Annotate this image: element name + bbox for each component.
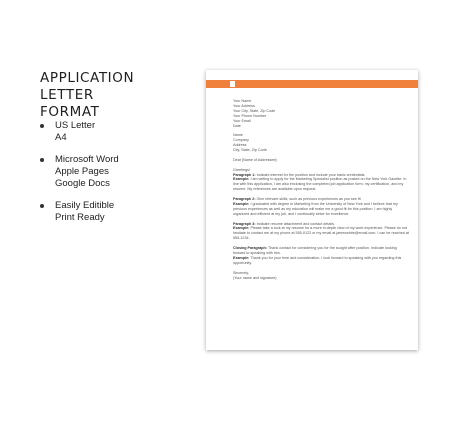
sender-name: Your Name [233, 99, 252, 103]
paragraph-1-label: Paragraph 1: [233, 172, 256, 177]
bullet-icon [40, 158, 44, 162]
sender-city: Your City, State, Zip Code [233, 108, 276, 113]
signoff: Sincerely, [233, 270, 249, 275]
feature-line: Apple Pages [55, 166, 109, 177]
recipient-address: Address [233, 143, 247, 148]
paragraph-3-text: Indicate resume attachment and contact details. [256, 221, 335, 226]
greetings: Greetings! [233, 167, 251, 172]
example-label: Example: [233, 255, 250, 260]
salutation: Dear [Name of Addressee]: [233, 157, 278, 162]
example-label: Example: [233, 226, 250, 231]
recipient-name: Name [233, 133, 243, 138]
recipient-city: City, State, Zip Code [233, 148, 267, 153]
paragraph-2-example [233, 202, 409, 217]
page-title-line-2: FORMAT [40, 104, 100, 120]
feature-line: Easily Editible [55, 200, 115, 211]
sender-address: Your Address [233, 103, 255, 108]
closing-label: Closing Paragraph: [233, 246, 268, 251]
paragraph-1-text: Indicate interest for the position and include your basic credentials. [256, 172, 366, 177]
feature-line: US Letter [55, 120, 96, 131]
paragraph-3-example-text: Please take a look at my resume for a more in-depth view of my work experience. Please do not hesitate to contact me at my phone at 555-0123 or my email at jameswhite@email.com. I can be reached at 555-1234. [233, 226, 409, 241]
closing-text: Thank contact for considering you for the sought after position. Indicate looking forward to speaking with him. [233, 246, 397, 255]
closing-example [233, 256, 409, 266]
feature-line: Print Ready [55, 212, 105, 223]
example-label: Example: [233, 177, 250, 182]
document-header-bar [206, 80, 418, 88]
feature-item-paper-size [40, 120, 119, 144]
bullet-icon [40, 204, 44, 208]
signature-placeholder: (Your name and signature) [233, 275, 277, 280]
closing-instruction [233, 246, 409, 256]
paragraph-2-text: Give relevant skills, such as previous experiences as you see fit [256, 197, 361, 202]
closing-example-text: Thank you for your time and consideration. I look forward to speaking with you regarding this opportunity. [233, 255, 402, 265]
sender-phone: Your Phone Number [233, 113, 267, 118]
page-title [40, 70, 190, 121]
header-mark [230, 81, 235, 87]
feature-item-formats [40, 154, 119, 190]
paragraph-2-example-text: I graduated with degree in Marketing from the University of New York and I believe that my previous experiences as well as my education will make me a good fit for this position. I am highly organized and efficient at my job, and I continually strive for excellence. [233, 201, 398, 216]
page-title-line-1: APPLICATION LETTER [40, 70, 135, 103]
letter-date: Date [233, 123, 241, 128]
recipient-company: Company [233, 138, 249, 143]
paragraph-3-label: Paragraph 3: [233, 221, 256, 226]
bullet-icon [40, 124, 44, 128]
document-preview [206, 70, 418, 350]
feature-line: Microsoft Word [55, 154, 119, 165]
feature-list [40, 120, 119, 234]
paragraph-3-example [233, 226, 409, 241]
paragraph-2-label: Paragraph 2: [233, 197, 256, 202]
feature-item-editable [40, 200, 119, 224]
sender-email: Your Email [233, 118, 251, 123]
paragraph-1-example-text: I am writing to apply for the Marketing Specialist position as posted on the New York Gazette. In line with this application, I am also enclosing the completed job application form, my certification, and my resume. My references are available upon request. [233, 177, 407, 192]
paragraph-1-example [233, 177, 409, 192]
example-label: Example: [233, 201, 250, 206]
letter-body [233, 99, 409, 280]
product-info-panel [40, 70, 190, 223]
feature-line: Google Docs [55, 178, 110, 189]
feature-line: A4 [55, 132, 67, 143]
